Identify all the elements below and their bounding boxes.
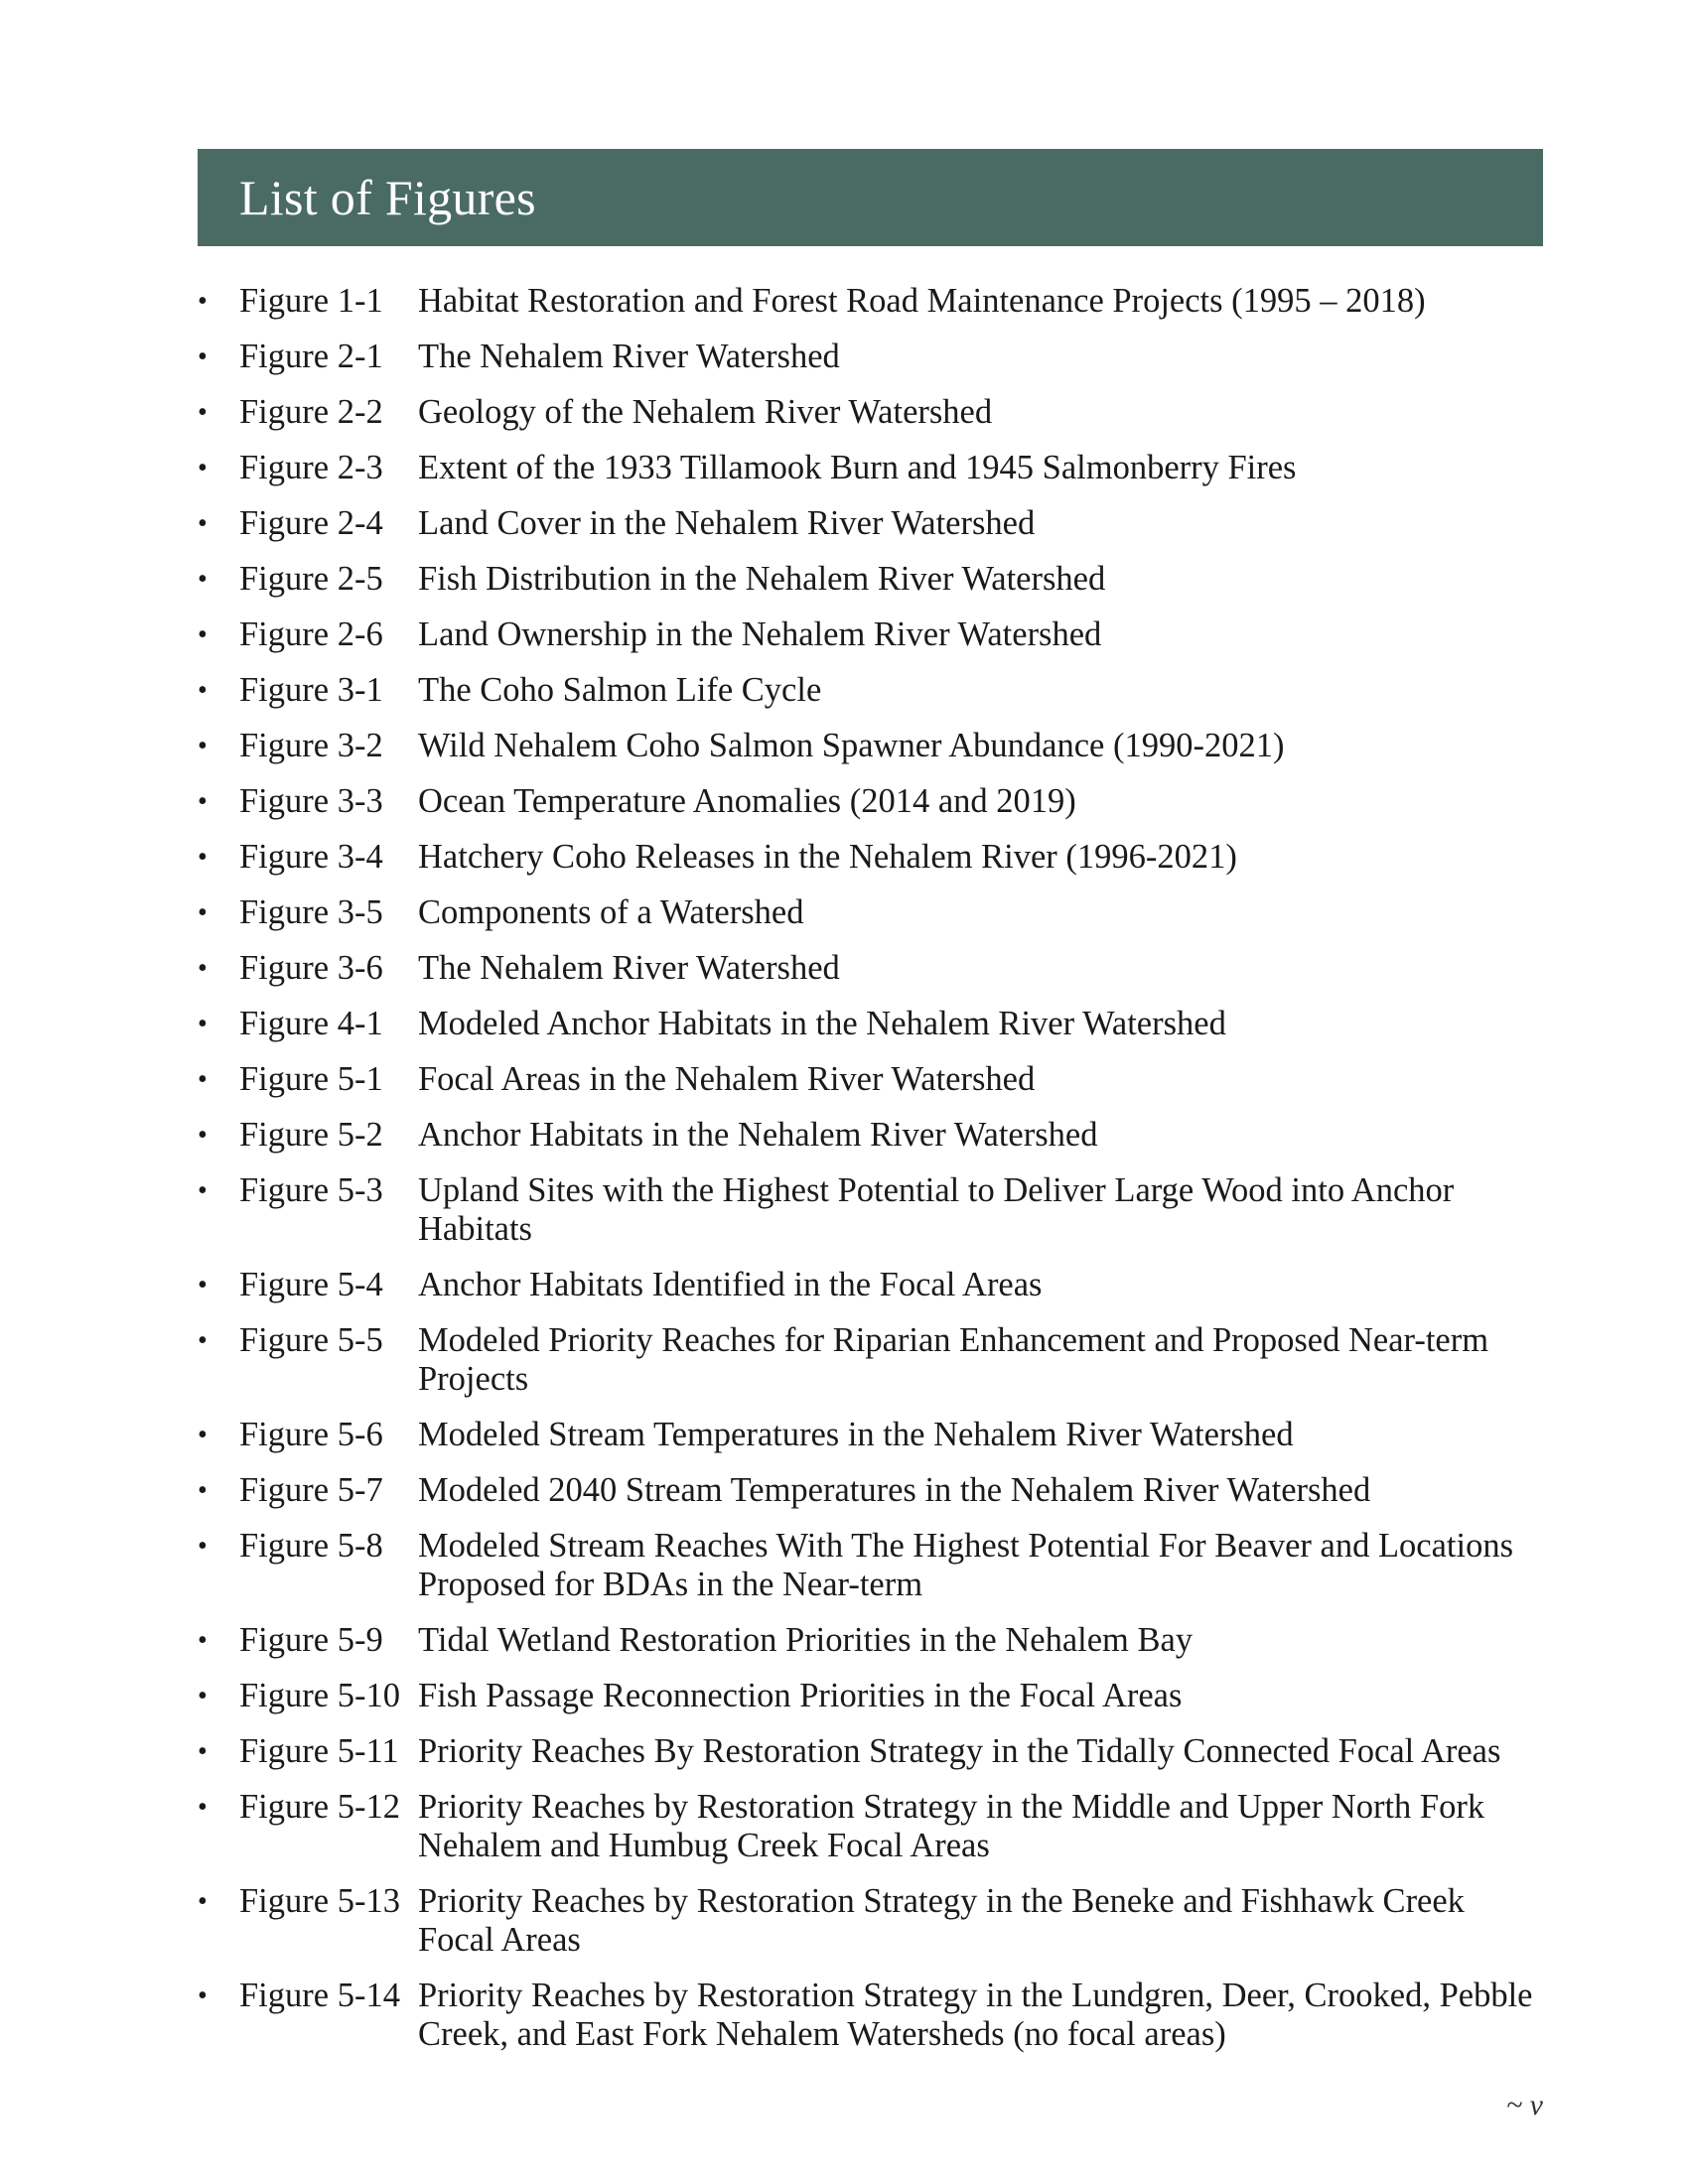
figure-label: Figure 5-8 [239, 1527, 383, 1565]
figure-label: Figure 3-3 [239, 782, 383, 820]
list-item [198, 893, 1548, 932]
figure-title: Wild Nehalem Coho Salmon Spawner Abundance (1990-2021) [418, 727, 1285, 764]
page-title: List of Figures [239, 170, 536, 225]
list-item [198, 782, 1548, 821]
figure-title: Components of a Watershed [418, 893, 804, 931]
list-item [198, 727, 1548, 765]
list-item [198, 449, 1548, 487]
list-item [198, 338, 1548, 376]
figure-label: Figure 3-2 [239, 727, 383, 764]
list-item [198, 1788, 1548, 1865]
figure-title: Extent of the 1933 Tillamook Burn and 1945 Salmonberry Fires [418, 449, 1297, 486]
list-item [198, 838, 1548, 877]
figure-label: Figure 2-2 [239, 393, 383, 431]
list-item [198, 949, 1548, 988]
figure-label: Figure 5-5 [239, 1321, 383, 1359]
figure-title: Geology of the Nehalem River Watershed [418, 393, 993, 431]
list-item [198, 615, 1548, 654]
figure-label: Figure 5-14 [239, 1977, 400, 2014]
figure-title: Fish Passage Reconnection Priorities in the Focal Areas [418, 1677, 1183, 1714]
figure-label: Figure 1-1 [239, 282, 383, 320]
list-item [198, 1266, 1548, 1304]
figure-label: Figure 5-13 [239, 1882, 400, 1920]
figure-title: Habitat Restoration and Forest Road Maintenance Projects (1995 – 2018) [418, 282, 1426, 320]
bullet-icon: • [198, 1420, 208, 1450]
figure-title: The Nehalem River Watershed [418, 338, 840, 375]
figure-label: Figure 5-1 [239, 1060, 383, 1098]
figure-title: Modeled Anchor Habitats in the Nehalem River Watershed [418, 1005, 1226, 1042]
figure-label: Figure 2-3 [239, 449, 383, 486]
list-item [198, 1977, 1548, 2054]
figure-title: Upland Sites with the Highest Potential to Deliver Large Wood into Anchor Habitats [418, 1171, 1455, 1248]
list-item [198, 1527, 1548, 1604]
list-item [198, 393, 1548, 432]
figure-title: Land Cover in the Nehalem River Watershed [418, 504, 1036, 542]
bullet-icon: • [198, 1792, 208, 1823]
bullet-icon: • [198, 453, 208, 483]
list-item [198, 1882, 1548, 1960]
bullet-icon: • [198, 1175, 208, 1206]
bullet-icon: • [198, 675, 208, 706]
list-item [198, 1732, 1548, 1771]
figure-title: Modeled Priority Reaches for Riparian Enhancement and Proposed Near-term Projects [418, 1321, 1489, 1398]
list-item [198, 1416, 1548, 1454]
list-item [198, 1005, 1548, 1043]
page-number: ~ v [1505, 2089, 1543, 2121]
list-item [198, 1471, 1548, 1510]
figure-title: Anchor Habitats Identified in the Focal Areas [418, 1266, 1043, 1303]
bullet-icon: • [198, 286, 208, 317]
bullet-icon: • [198, 1681, 208, 1711]
figure-title: Land Ownership in the Nehalem River Watershed [418, 615, 1102, 653]
figure-label: Figure 2-5 [239, 560, 383, 598]
list-item [198, 671, 1548, 710]
bullet-icon: • [198, 1325, 208, 1356]
list-item [198, 560, 1548, 599]
figure-label: Figure 5-9 [239, 1621, 383, 1659]
figure-label: Figure 3-6 [239, 949, 383, 987]
figure-title: Priority Reaches By Restoration Strategy in the Tidally Connected Focal Areas [418, 1732, 1501, 1770]
figure-title: Fish Distribution in the Nehalem River Watershed [418, 560, 1106, 598]
figure-label: Figure 3-1 [239, 671, 383, 709]
bullet-icon: • [198, 1120, 208, 1151]
figure-label: Figure 5-4 [239, 1266, 383, 1303]
figure-label: Figure 3-5 [239, 893, 383, 931]
figure-list [198, 282, 1548, 2071]
bullet-icon: • [198, 564, 208, 595]
figure-title: Priority Reaches by Restoration Strategy in the Beneke and Fishhawk Creek Focal Areas [418, 1882, 1465, 1959]
bullet-icon: • [198, 1625, 208, 1656]
figure-label: Figure 4-1 [239, 1005, 383, 1042]
figure-title: Focal Areas in the Nehalem River Watershed [418, 1060, 1036, 1098]
bullet-icon: • [198, 341, 208, 372]
bullet-icon: • [198, 1009, 208, 1039]
bullet-icon: • [198, 1475, 208, 1506]
figure-label: Figure 5-12 [239, 1788, 400, 1826]
bullet-icon: • [198, 508, 208, 539]
bullet-icon: • [198, 731, 208, 761]
list-item [198, 1060, 1548, 1099]
bullet-icon: • [198, 1064, 208, 1095]
figure-label: Figure 5-7 [239, 1471, 383, 1509]
figure-label: Figure 2-4 [239, 504, 383, 542]
list-item [198, 282, 1548, 321]
figure-label: Figure 5-3 [239, 1171, 383, 1209]
bullet-icon: • [198, 619, 208, 650]
figure-title: Modeled 2040 Stream Temperatures in the Nehalem River Watershed [418, 1471, 1371, 1509]
list-item [198, 504, 1548, 543]
figure-title: Priority Reaches by Restoration Strategy in the Middle and Upper North Fork Nehalem and Humbug Creek Focal Areas [418, 1788, 1485, 1864]
figure-title: The Coho Salmon Life Cycle [418, 671, 822, 709]
list-item [198, 1621, 1548, 1660]
bullet-icon: • [198, 897, 208, 928]
figure-title: The Nehalem River Watershed [418, 949, 840, 987]
figure-title: Tidal Wetland Restoration Priorities in the Nehalem Bay [418, 1621, 1194, 1659]
bullet-icon: • [198, 397, 208, 428]
bullet-icon: • [198, 953, 208, 984]
figure-title: Anchor Habitats in the Nehalem River Watershed [418, 1116, 1098, 1154]
figure-label: Figure 2-6 [239, 615, 383, 653]
figure-title: Modeled Stream Reaches With The Highest Potential For Beaver and Locations Proposed for BDAs in the Near-term [418, 1527, 1513, 1603]
bullet-icon: • [198, 1886, 208, 1917]
bullet-icon: • [198, 1270, 208, 1300]
figure-title: Ocean Temperature Anomalies (2014 and 2019) [418, 782, 1076, 820]
list-item [198, 1116, 1548, 1155]
figure-label: Figure 5-2 [239, 1116, 383, 1154]
bullet-icon: • [198, 1736, 208, 1767]
list-item [198, 1171, 1548, 1249]
figure-label: Figure 2-1 [239, 338, 383, 375]
figure-title: Priority Reaches by Restoration Strategy in the Lundgren, Deer, Crooked, Pebble Creek, and East Fork Nehalem Watersheds (no focal areas) [418, 1977, 1533, 2053]
figure-label: Figure 3-4 [239, 838, 383, 876]
figure-label: Figure 5-10 [239, 1677, 400, 1714]
title-banner [198, 149, 1543, 246]
figure-label: Figure 5-6 [239, 1416, 383, 1453]
list-item [198, 1321, 1548, 1399]
bullet-icon: • [198, 842, 208, 873]
bullet-icon: • [198, 1980, 208, 2011]
bullet-icon: • [198, 786, 208, 817]
figure-title: Hatchery Coho Releases in the Nehalem River (1996-2021) [418, 838, 1237, 876]
figure-title: Modeled Stream Temperatures in the Nehalem River Watershed [418, 1416, 1294, 1453]
bullet-icon: • [198, 1531, 208, 1562]
figure-label: Figure 5-11 [239, 1732, 399, 1770]
list-item [198, 1677, 1548, 1715]
